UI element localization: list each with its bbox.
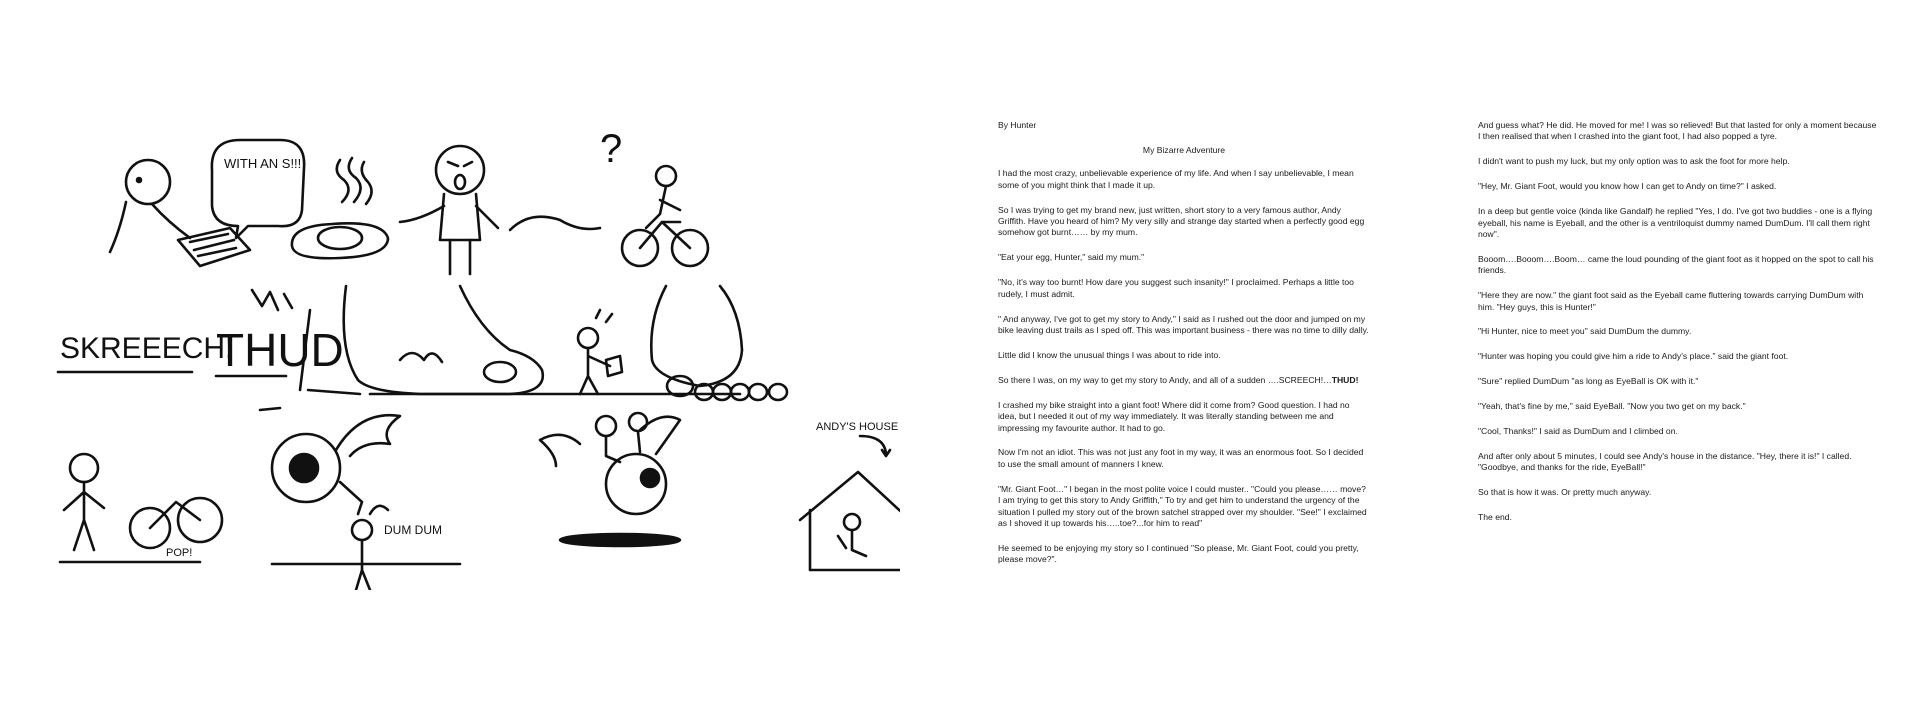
paragraph: And after only about 5 minutes, I could see Andy's house in the distance. "Hey, there it is!" I called. "Goodbye, and thanks for the ride, EyeBall!"	[1478, 451, 1852, 473]
paragraph: I had the most crazy, unbelievable experience of my life. And when I say unbelievable, I mean some of you might think that I made it up.	[998, 168, 1354, 190]
paragraph: "Eat your egg, Hunter," said my mum."	[998, 252, 1145, 263]
story-title: My Bizarre Adventure	[1142, 144, 1226, 155]
story-column-left	[998, 120, 1370, 579]
pop-text: POP!	[166, 547, 193, 559]
paragraph: "Hey, Mr. Giant Foot, would you know how I can get to Andy on time?" I asked.	[1478, 181, 1777, 192]
skreech-text: SKREEECH!	[60, 332, 234, 365]
boys-riding-eyeball-drawing	[540, 413, 680, 546]
speech-bubble	[212, 140, 304, 238]
andys-house-text: ANDY'S HOUSE	[816, 421, 899, 433]
paragraph: The end.	[1478, 512, 1512, 523]
skreech-thud-drawing	[58, 290, 344, 376]
thud-text: THUD	[216, 324, 344, 376]
angry-boy-drawing	[400, 146, 498, 274]
paragraph: He seemed to be enjoying my story so I continued "So please, Mr. Giant Foot, could you pretty, please move?".	[998, 542, 1359, 565]
paragraph: I didn't want to push my luck, but my only option was to ask the foot for more help.	[1478, 156, 1790, 167]
story-column-right	[1478, 120, 1878, 537]
dumdum-text: DUM DUM	[384, 523, 442, 537]
giant-toes-drawing	[651, 286, 787, 400]
paragraph: "Hi Hunter, nice to meet you" said DumDum the dummy.	[1478, 326, 1692, 337]
paragraph: And guess what? He did. He moved for me! I was so relieved! But that lasted for only a moment because I then realised that when I crashed into the giant foot, I had also popped a tyre.	[1478, 120, 1877, 142]
paragraph: I crashed my bike straight into a giant foot! Where did it come from? Good question. I had no idea, but I needed it out of my way immediately. It was literally standing between me and impressing my favourite author. It had to go.	[998, 399, 1350, 433]
screech-sentence: So there I was, on my way to get my story to Andy, and all of a sudden ….SCREECH!…	[998, 374, 1332, 385]
biker-drawing	[510, 127, 708, 266]
paragraph: "Here they are now." the giant foot said as the Eyeball came fluttering towards carrying DumDum with him. "Hey guys, this is Hunter!"	[1478, 290, 1864, 312]
dumdum-dummy-drawing	[272, 506, 460, 590]
paragraph: "Cool, Thanks!" I said as DumDum and I climbed on.	[1478, 426, 1678, 437]
boy-popped-tyre-drawing	[60, 454, 222, 562]
paragraph: "No, it's way too burnt! How dare you suggest such insanity!" I proclaimed. Perhaps a little too rudely, I must admit.	[998, 277, 1354, 299]
paragraph: "Mr. Giant Foot…" I began in the most polite voice I could muster.. "Could you please…… move? I am trying to get this story to Andy Griffith," To try and get him to understand the urgency of the situation I pulled my story out of the brown satchel strapped over my shoulder. "See!" I exclaimed as I shoved it up towards his…..toe?...for him to read"	[998, 483, 1367, 528]
screech-paragraph	[998, 375, 1370, 386]
paragraph: Little did I know the unusual things I was about to ride into.	[998, 349, 1221, 360]
paragraph: In a deep but gentle voice (kinda like Gandalf) he replied "Yes, I do. I've got two buddies - one is a flying eyeball, his name is Eyeball, and the other is a ventriloquist dummy named DumDum. I'll call them right now".	[1478, 206, 1873, 239]
paragraph: "Hunter was hoping you could give him a ride to Andy's place." said the giant foot.	[1478, 351, 1789, 362]
boy-writing-drawing	[110, 160, 250, 266]
speech-bubble-text: WITH AN S!!!	[224, 156, 302, 171]
paragraph: "Yeah, that's fine by me," said EyeBall. "Now you two get on my back."	[1478, 401, 1746, 412]
boy-with-paper-drawing	[578, 310, 622, 394]
paragraph: "Sure" replied DumDum "as long as EyeBall is OK with it."	[1478, 376, 1699, 387]
paragraph: So I was trying to get my brand new, just written, short story to a very famous author, Andy Griffith. Have you heard of him? My very silly and strange day started when a perfectly good egg somehow got burnt…… by my mum.	[998, 204, 1365, 238]
byline: By Hunter	[998, 120, 1037, 130]
comic-illustration	[40, 110, 900, 590]
burnt-egg-drawing	[292, 158, 388, 258]
paragraph: So that is how it was. Or pretty much anyway.	[1478, 487, 1652, 498]
paragraph: " And anyway, I've got to get my story to Andy," I said as I rushed out the door and jumped on my bike leaving dust trails as I sped off. This was important business - there was no time to dilly dally.	[998, 313, 1369, 335]
paragraph: Booom….Booom….Boom… came the loud pounding of the giant foot as it hopped on the spot to call his friends.	[1478, 253, 1874, 276]
paragraph: Now I'm not an idiot. This was not just any foot in my way, it was an enormous foot. So I decided to use the small amount of manners I knew.	[998, 447, 1364, 469]
flying-eyeball-drawing	[260, 408, 400, 514]
thud-bold: THUD!	[1331, 374, 1359, 385]
andys-house-drawing	[800, 421, 900, 570]
question-mark-text: ?	[600, 127, 623, 171]
